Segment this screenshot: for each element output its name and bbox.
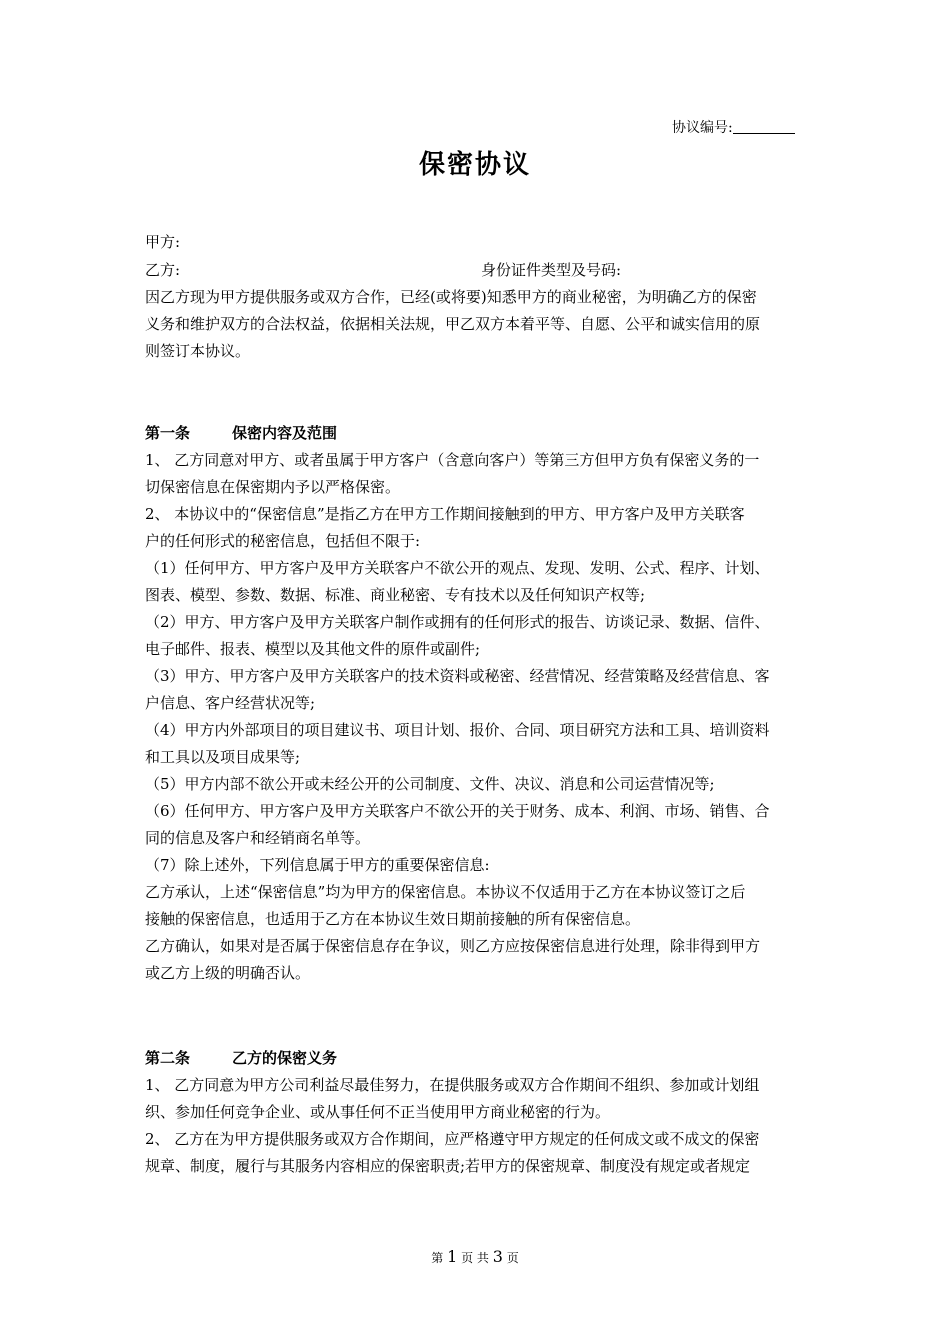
id-type-label: 身份证件类型及号码: [481,261,622,279]
article-2-title: 乙方的保密义务 [232,1049,338,1067]
article-1-line: （1）任何甲方、甲方客户及甲方关联客户不欲公开的观点、发现、发明、公式、程序、计划、 [145,559,770,577]
agreement-number-label: 协议编号: [672,120,733,136]
article-2-number: 第二条 [145,1049,191,1067]
article-1-line: 和工具以及项目成果等; [145,748,301,766]
article-1-line: 电子邮件、报表、模型以及其他文件的原件或副件; [145,640,481,658]
article-1-line: 2、 本协议中的“保密信息”是指乙方在甲方工作期间接触到的甲方、甲方客户及甲方关联客 [145,505,745,523]
page-mid: 页 共 [461,1251,489,1265]
article-2-line: 规章、制度，履行与其服务内容相应的保密职责;若甲方的保密规章、制度没有规定或者规定 [145,1157,751,1175]
agreement-number [672,117,795,137]
agreement-number-blank [733,119,795,134]
article-1-line: 户信息、客户经营状况等; [145,694,316,712]
article-1-line: 图表、模型、参数、数据、标准、商业秘密、专有技术以及任何知识产权等; [145,586,646,604]
preamble-line: 义务和维护双方的合法权益，依据相关法规，甲乙双方本着平等、自愿、公平和诚实信用的原 [145,315,761,333]
page-suffix: 页 [506,1251,519,1265]
preamble-line: 因乙方现为甲方提供服务或双方合作，已经(或将要)知悉甲方的商业秘密，为明确乙方的保密 [145,288,757,306]
article-1-line: （5）甲方内部不欲公开或未经公开的公司制度、文件、决议、消息和公司运营情况等; [145,775,715,793]
page-number: 1 [447,1247,458,1266]
article-1-line: 乙方承认，上述“保密信息”均为甲方的保密信息。本协议不仅适用于乙方在本协议签订之后 [145,883,746,901]
article-1-line: 接触的保密信息，也适用于乙方在本协议生效日期前接触的所有保密信息。 [145,910,641,928]
article-1-line: （2）甲方、甲方客户及甲方关联客户制作或拥有的任何形式的报告、访谈记录、数据、信件、 [145,613,770,631]
article-1-line: 乙方确认，如果对是否属于保密信息存在争议，则乙方应按保密信息进行处理，除非得到甲方 [145,937,761,955]
article-1-number: 第一条 [145,424,191,442]
article-1-line: （6）任何甲方、甲方客户及甲方关联客户不欲公开的关于财务、成本、利润、市场、销售、合 [145,802,770,820]
article-1-line: 同的信息及客户和经销商名单等。 [145,829,371,847]
party-b-label: 乙方: [145,261,181,279]
article-1-line: （4）甲方内外部项目的项目建议书、项目计划、报价、合同、项目研究方法和工具、培训资料 [145,721,770,739]
page-total: 3 [492,1247,503,1266]
article-1-line: 或乙方上级的明确否认。 [145,964,311,982]
article-1-heading [145,422,337,443]
article-1-line: （3）甲方、甲方客户及甲方关联客户的技术资料或秘密、经营情况、经营策略及经营信息、客 [145,667,770,685]
article-1-line: 1、 乙方同意对甲方、或者虽属于甲方客户（含意向客户）等第三方但甲方负有保密义务的一 [145,451,760,469]
article-2-heading [145,1047,337,1068]
article-1-line: 户的任何形式的秘密信息，包括但不限于: [145,532,421,550]
page-footer [0,1247,950,1266]
article-1-title: 保密内容及范围 [232,424,338,442]
article-1-line: 切保密信息在保密期内予以严格保密。 [145,478,401,496]
article-2-line: 2、 乙方在为甲方提供服务或双方合作期间，应严格遵守甲方规定的任何成文或不成文的保密 [145,1130,760,1148]
article-1-line: （7）除上述外，下列信息属于甲方的重要保密信息: [145,856,490,874]
page-prefix: 第 [431,1251,444,1265]
party-a-label: 甲方: [145,233,181,251]
preamble-line: 则签订本协议。 [145,342,251,360]
article-2-line: 1、 乙方同意为甲方公司利益尽最佳努力，在提供服务或双方合作期间不组织、参加或计划组 [145,1076,760,1094]
document-title: 保密协议 [418,150,531,180]
article-2-line: 织、参加任何竞争企业、或从事任何不正当使用甲方商业秘密的行为。 [145,1103,611,1121]
